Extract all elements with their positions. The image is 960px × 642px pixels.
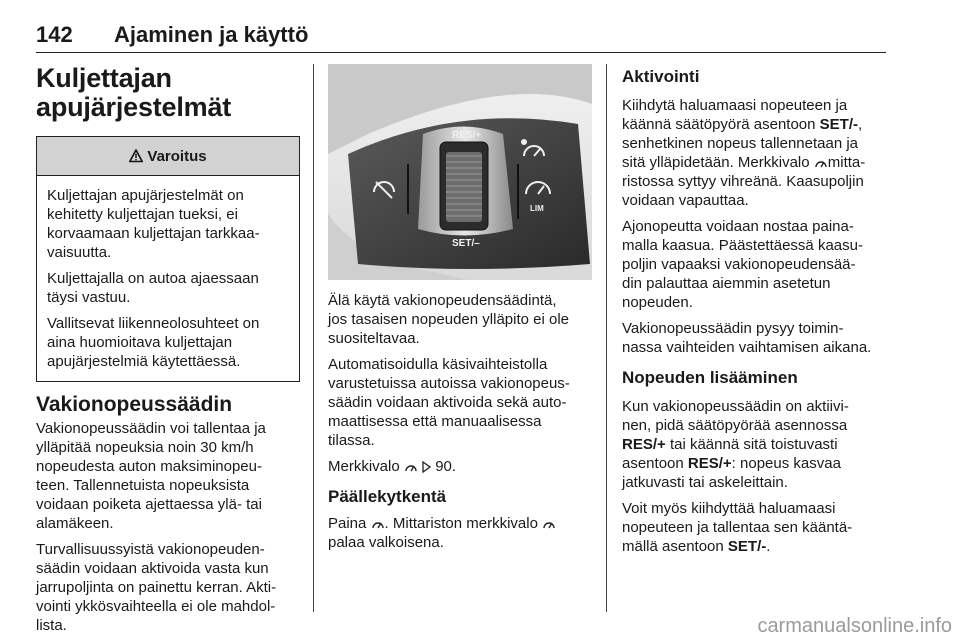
- body-paragraph: Kiihdytä haluamaasi nopeuteen ja käännä säätöpyörä asentoon SET/-, senhetkinen nopeus tallennetaan ja sitä ylläpidetään. Merkkivalo mitta- ristossa syttyy vihreänä. Kaasupoljin voidaan vapauttaa.: [622, 97, 866, 209]
- set-label: SET/–: [452, 238, 480, 249]
- column-divider: [313, 64, 314, 612]
- lim-label: LIM: [530, 204, 544, 213]
- cruise-control-icon: [404, 461, 418, 473]
- watermark: carmanualsonline.info: [757, 615, 952, 637]
- section-heading-switch-on: Päällekytkentä: [328, 487, 447, 506]
- body-paragraph: Merkkivalo 90.: [328, 458, 457, 475]
- column-middle: [328, 64, 592, 552]
- body-paragraph: Älä käytä vakionopeudensäädintä, jos tasaisen nopeuden ylläpito ei ole suositeltavaa.: [328, 292, 570, 347]
- warning-paragraph: Kuljettajan apujärjestelmät on kehitetty kuljettajan tueksi, ei korvaamaan kuljettajan tarkkaa- vaisuutta.: [47, 187, 260, 261]
- res-label: RES/+: [452, 130, 482, 141]
- steering-wheel-controls-photo: [328, 64, 592, 280]
- body-paragraph: Turvallisuussyistä vakionopeuden- säädin voidaan aktivoida vasta kun jarrupoljinta on painettu kerran. Akti- vointi ykkösvaihteella ei ole mahdol- lista.: [36, 541, 277, 634]
- cruise-control-icon: [814, 157, 828, 169]
- body-paragraph: Ajonopeutta voidaan nostaa paina- malla kaasua. Päästettäessä kaasu- poljin vapaaksi vakionopeudensää- din palauttaa aiemmin asetetun nopeuden.: [622, 218, 863, 311]
- body-paragraph: Kun vakionopeussäädin on aktiivi- nen, pidä säätöpyörää asennossa RES/+ tai käännä sitä toistuvasti asentoon RES/+: nopeus kasvaa jatkuvasti tai askeleittain.: [622, 398, 849, 491]
- column-right: [622, 64, 890, 556]
- page-ref-arrow-icon: [422, 461, 431, 473]
- warning-paragraph: Kuljettajalla on autoa ajaessaan täysi vastuu.: [47, 270, 259, 306]
- warning-triangle-icon: [129, 149, 143, 163]
- warning-box: [36, 136, 300, 382]
- page-number: 142: [36, 22, 73, 47]
- body-paragraph: Vakionopeussäädin voi tallentaa ja ylläpitää nopeuksia noin 30 km/h nopeudesta auton maksiminopeu- teen. Tallennetuista nopeuksista voidaan poiketa ajettaessa ylä- tai alamäkeen.: [36, 420, 266, 532]
- body-paragraph: Automatisoidulla käsivaihteistolla varustetuissa autoissa vakionopeus- säädin voidaan aktivoida sekä auto- maattisessa että manuaalisessa tilassa.: [328, 356, 570, 449]
- section-heading-increase-speed: Nopeuden lisääminen: [622, 368, 798, 387]
- body-paragraph: Voit myös kiihdyttää haluamaasi nopeuteen ja tallentaa sen kääntä- mällä asentoon SET/-.: [622, 500, 853, 555]
- page-header: [36, 20, 886, 53]
- warning-paragraph: Vallitsevat liikenneolosuhteet on aina huomioitava kuljettajan apujärjestelmiä käytettäessä.: [47, 315, 260, 370]
- column-divider: [606, 64, 607, 612]
- section-heading-activation: Aktivointi: [622, 67, 700, 86]
- section-heading-cruise-control: Vakionopeussäädin: [36, 393, 233, 416]
- body-paragraph: Vakionopeussäädin pysyy toimin- nassa vaihteiden vaihtamisen aikana.: [622, 320, 872, 356]
- cruise-control-icon: [542, 518, 556, 530]
- column-left: [36, 64, 300, 635]
- body-paragraph: Paina . Mittariston merkkivalo palaa valkoisena.: [328, 514, 592, 552]
- cruise-control-icon: [371, 518, 385, 530]
- warning-body: [37, 176, 299, 381]
- chapter-title: Kuljettajan apujärjestelmät: [36, 63, 232, 122]
- section-title: Ajaminen ja käyttö: [114, 22, 309, 47]
- warning-title: Varoitus: [147, 147, 207, 165]
- warning-header: [37, 137, 299, 176]
